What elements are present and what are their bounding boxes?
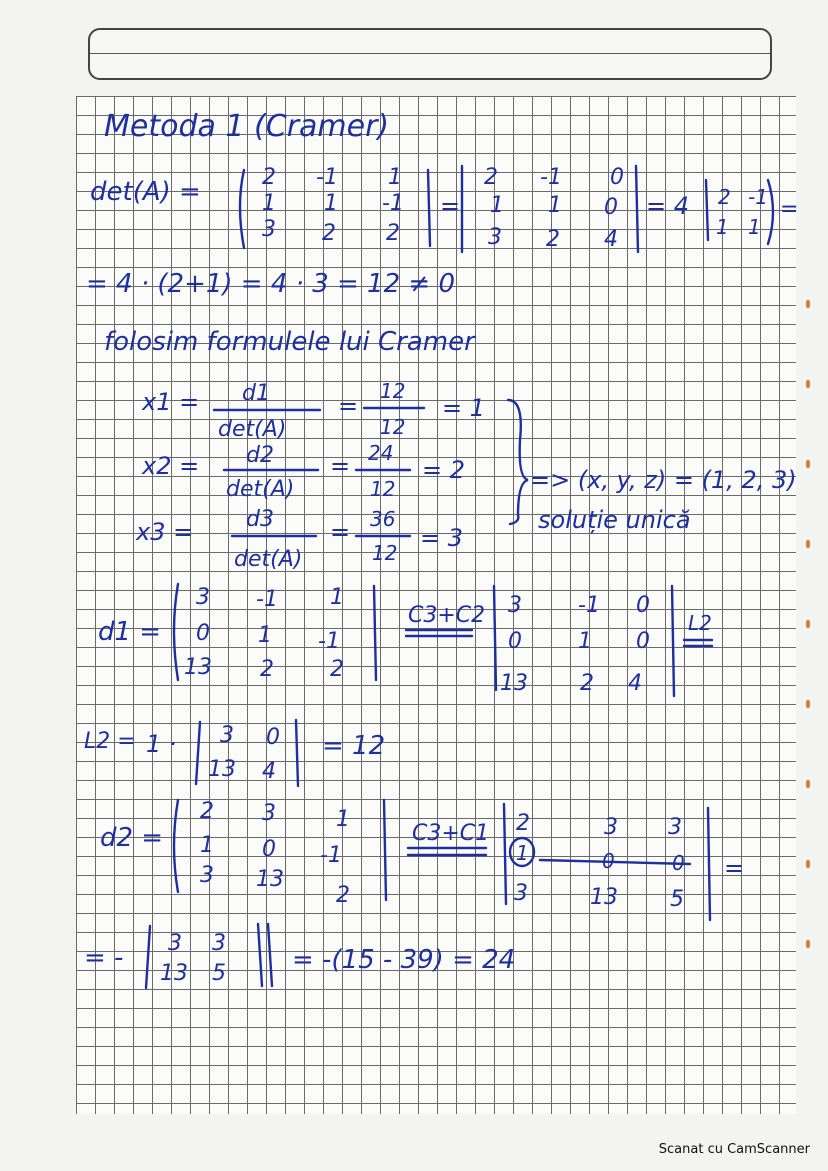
d1-minor-result: = 12 [322,731,386,761]
binding-ring [806,780,810,788]
matrix-cell: 1 [258,623,272,648]
matrix-cell: 5 [670,887,684,912]
det-bar-left [196,722,200,784]
matrix-cell: 0 [266,725,280,750]
matrix-cell: -1 [748,185,768,209]
matrix-cell: 1 [578,629,592,654]
matrix-cell: 3 [196,585,210,610]
equals-sign: = [724,854,745,882]
matrix-cell: 1 [262,191,276,216]
binding-ring [806,620,810,628]
det-bar-left [494,586,496,690]
factor-4: = 4 [646,192,690,220]
x2-numerator: d2 [246,443,274,468]
matrix-cell: 4 [628,671,642,696]
x2-denominator: det(A) [226,477,295,502]
matrix-cell: 2 [322,221,336,246]
matrix-cell: 13 [590,885,618,910]
matrix-cell: 4 [262,759,276,784]
det-bar-left [174,584,178,680]
matrix-cell: 13 [160,961,188,986]
det-bar-right [296,720,298,786]
binding-ring [806,860,810,868]
matrix-cell: -1 [382,191,404,216]
det-bar-right [636,166,638,252]
scanner-watermark: Scanat cu CamScanner [658,1142,810,1157]
matrix-cell: 2 [336,883,350,908]
x3-result: = 3 [420,524,464,552]
matrix-cell: 13 [208,757,236,782]
matrix-cell: 13 [256,867,284,892]
det-bar-left [240,170,244,248]
matrix-cell: 2 [262,165,276,190]
det-bar-right [384,800,386,900]
matrix-cell: 3 [220,723,234,748]
det-result-line: = 4 · (2+1) = 4 · 3 = 12 ≠ 0 [86,269,455,299]
d1-operation-end: L2 [688,611,712,635]
matrix-cell: 5 [212,961,226,986]
matrix-cell: 1 [330,585,344,610]
x1-numerator: d1 [242,381,270,406]
matrix-cell: 3 [488,225,502,250]
solution: => (x, y, z) = (1, 2, 3) [530,466,797,494]
matrix-cell: -1 [540,165,562,190]
binding-ring [806,380,810,388]
matrix-cell: 1 [200,833,214,858]
cramer-intro: folosim formulele lui Cramer [104,327,475,357]
solution-note: soluție unică [538,506,691,534]
d2-minor-result: = -(15 - 39) = 24 [292,945,516,975]
x3-value-numerator: 36 [370,507,396,531]
matrix-cell: 13 [500,671,528,696]
det-bar-right [708,808,710,920]
matrix-cell: 3 [262,801,276,826]
matrix-cell: 3 [514,881,528,906]
det-bar-left [706,180,708,240]
binding-ring [806,460,810,468]
det-bar-left [504,804,506,904]
matrix-cell: -1 [578,593,600,618]
matrix-cell: -1 [318,629,340,654]
d1-minor-factor: 1 · [146,730,177,758]
equals-sign: = [440,192,461,220]
det-bar-right [374,586,376,680]
matrix-cell: 4 [604,227,618,252]
matrix-cell: 3 [604,815,618,840]
x2-value-denominator: 12 [370,477,396,501]
binding-ring [806,700,810,708]
x1-value-numerator: 12 [380,379,406,403]
det-bar-right [768,180,773,244]
binding-ring [806,940,810,948]
d1-minor-prefix: L2 = [84,729,136,754]
matrix-cell: -1 [320,843,342,868]
x2-value-numerator: 24 [368,441,394,465]
det-bar-left [146,926,150,988]
det-bar-right [258,924,262,986]
x1-label: x1 = [142,388,200,416]
equals-sign: = [780,197,799,222]
matrix-cell: 1 [748,215,761,239]
binding-ring [806,300,810,308]
matrix-cell: 13 [184,655,212,680]
matrix-cell: 2 [260,657,274,682]
matrix-cell: 2 [580,671,594,696]
d2-operation: C3+C1 [412,821,490,846]
x2-result: = 2 [422,456,466,484]
strike-line [540,860,690,864]
matrix-cell: 3 [200,863,214,888]
matrix-cell: 1 [548,193,562,218]
x1-denominator: det(A) [218,417,287,442]
title: Metoda 1 (Cramer) [104,109,390,144]
x3-value-denominator: 12 [372,541,398,565]
det-bar-right [672,586,674,696]
det-label: det(A) = [90,177,201,207]
matrix-cell: 3 [212,931,226,956]
matrix-cell: 2 [516,811,530,836]
matrix-cell: 1 [324,191,338,216]
matrix-cell: 3 [668,815,682,840]
matrix-cell: 0 [636,629,650,654]
equals-sign: = [330,518,351,546]
det-bar-left [174,800,178,892]
matrix-cell: 0 [610,165,624,190]
matrix-cell: 3 [168,931,182,956]
matrix-cell: 1 [490,193,504,218]
matrix-cell: 0 [196,621,210,646]
x2-label: x2 = [142,452,200,480]
equals-sign: = [330,452,351,480]
matrix-cell: 0 [636,593,650,618]
matrix-cell: 1 [388,165,402,190]
x3-label: x3 = [136,518,194,546]
matrix-cell: 0 [672,851,685,875]
brace [508,400,528,524]
x1-result: = 1 [442,394,486,422]
equals-sign: = [338,392,359,420]
x3-numerator: d3 [246,507,274,532]
matrix-cell: 1 [716,215,729,239]
matrix-cell: 2 [200,799,214,824]
binding-ring [806,540,810,548]
matrix-cell: 0 [604,195,618,220]
matrix-cell: 0 [508,629,522,654]
matrix-cell: 2 [330,657,344,682]
x1-value-denominator: 12 [380,415,406,439]
matrix-cell: -1 [256,587,278,612]
det-bar-right [428,170,430,246]
matrix-cell: 1 [516,841,529,865]
matrix-cell: 1 [336,807,350,832]
x3-denominator: det(A) [234,547,303,572]
matrix-cell: 2 [718,185,731,209]
matrix-cell: 2 [484,165,498,190]
matrix-cell: 0 [262,837,276,862]
d2-label: d2 = [100,823,164,853]
matrix-cell: 2 [386,221,400,246]
d1-operation: C3+C2 [408,603,486,628]
det-bar-right [268,924,272,986]
d2-minor-prefix: = - [84,943,124,973]
matrix-cell: 3 [262,217,276,242]
matrix-cell: 2 [546,227,560,252]
matrix-cell: 3 [508,593,522,618]
d1-label: d1 = [98,617,162,647]
matrix-cell: 0 [602,849,615,873]
matrix-cell: -1 [316,165,338,190]
